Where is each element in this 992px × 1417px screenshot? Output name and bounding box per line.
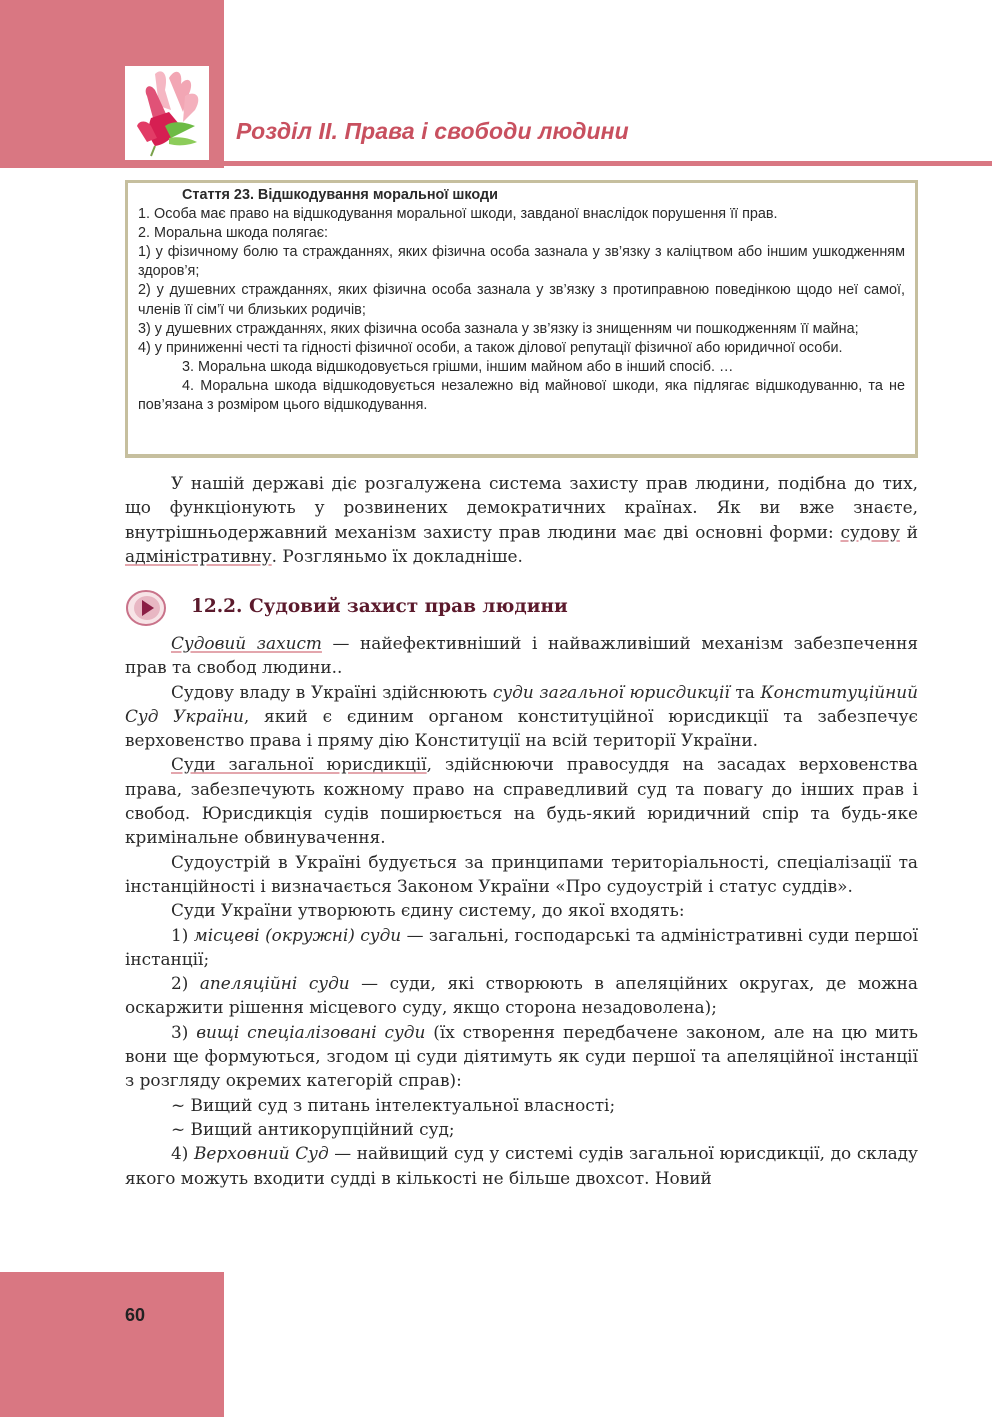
paragraph-text: — загальні, господарські та адміністративні суди першої інстанції; [125, 924, 918, 969]
list-item [125, 1020, 918, 1093]
side-color-block-bottom [0, 1272, 224, 1417]
paragraph-text: — найефективніший і найважливіший механізм забезпечення прав та свобод людини.. [125, 633, 918, 678]
bullet-text: Вищий антикорупційний суд; [190, 1118, 455, 1139]
hands-logo-icon [125, 66, 209, 160]
term-general-courts: Суди загальної юрисдикції [171, 754, 427, 775]
article-quote-box [125, 180, 918, 458]
article-line: 2. Моральна шкода полягає: [138, 225, 329, 242]
article-line: 3) у душевних стражданнях, яких фізична особа зазнала у зв’язку із знищенням чи пошкодженням її майна; [138, 320, 859, 337]
emphasis: апеляційні суди [199, 973, 350, 994]
paragraph [125, 680, 918, 753]
section-heading [125, 588, 918, 626]
article-point-3: 3. Моральна шкода відшкодовується грішми, іншим майном або в інший спосіб. … [182, 358, 734, 375]
article-title: Стаття 23. Відшкодування моральної шкоди [182, 187, 498, 203]
paragraph [125, 631, 918, 680]
paragraph-text: , здійснюючи правосуддя на засадах верховенства права, забезпечують кожному право на справедливий суд та повагу до інших прав і свобод. Юрисдикція судів поширюється на будь-який юридичний спір та будь-яке кримінальне обвинувачення. [125, 754, 918, 848]
list-number: 3) [171, 1021, 197, 1042]
tilde-bullet-icon: ~ [171, 1118, 186, 1139]
page-number: 60 [125, 1305, 146, 1325]
bullet-item [125, 1093, 918, 1117]
paragraph-text: Судову владу в Україні здійснюють [171, 681, 493, 702]
tilde-bullet-icon: ~ [171, 1094, 186, 1115]
article-line: 1) у фізичному болю та стражданнях, яких фізична особа зазнала у зв’язку з каліцтвом або іншим ушкодженням здоров’я; [138, 244, 905, 280]
header-divider [224, 161, 992, 166]
section-title: 12.2. Судовий захист прав людини [191, 596, 568, 617]
intro-text: У нашій державі діє розгалужена система захисту прав людини, подібна до тих, що функціонують у розвинених демократичних країнах. Як ви вже знаєте, внутрішньодержавний механізм захисту прав людини має дві основні форми: [125, 473, 918, 542]
bullet-item [125, 1117, 918, 1141]
list-number: 4) [171, 1143, 194, 1164]
article-line: 1. Особа має право на відшкодування моральної шкоди, завданої внаслідок порушення її прав. [138, 206, 778, 223]
emphasis: Верховний Суд [193, 1143, 329, 1164]
list-item [125, 923, 918, 972]
paragraph-text: (їх створення передбачене законом, але на цю мить вони ще формуються, згодом ці суди діятимуть як суди першої та апеляційної інстанції з розгляду окремих категорій справ): [125, 1021, 918, 1091]
term-administrative: адміністративну [125, 545, 272, 566]
hands-in-flower-logo [125, 66, 209, 160]
list-number: 2) [171, 973, 200, 994]
intro-text-end: . Розгляньмо їх докладніше. [271, 545, 523, 566]
term-judicial-protection: Судовий захист [171, 633, 322, 653]
emphasis: Конституційний Суд України [125, 681, 918, 726]
paragraph: Суди України утворюють єдину систему, до якої входять: [171, 900, 685, 921]
paragraph [125, 752, 918, 849]
article-line: 2) у душевних стражданнях, яких фізична особа зазнала у зв’язку з протиправною поведінкою щодо неї самої, членів її сім’ї чи близьких родичів; [138, 282, 905, 318]
chapter-title: Розділ ІІ. Права і свободи людини [236, 118, 629, 144]
intro-joiner: й [899, 521, 918, 542]
paragraph-text: — найвищий суд у системі судів загальної юрисдикції, до складу якого можуть входити судді в кількості не більше двохсот. Новий [125, 1143, 918, 1188]
emphasis: вищі спеціалізовані суди [196, 1021, 426, 1042]
article-line: 4) у приниженні честі та гідності фізичної особи, а також ділової репутації фізичної або юридичної особи. [138, 339, 843, 356]
list-item [125, 971, 918, 1020]
term-judicial: судову [840, 521, 900, 542]
bullet-text: Вищий суд з питань інтелектуальної власності; [190, 1094, 616, 1115]
emphasis: місцеві (окружні) суди [193, 924, 402, 945]
emphasis: суди загальної юрисдикції [492, 681, 730, 702]
paragraph-text: , який є єдиним органом конституційної юрисдикції та забезпечує верховенство права і пряму дію Конституції на всій території України. [125, 705, 918, 751]
list-number: 1) [171, 924, 194, 945]
article-point-4: 4. Моральна шкода відшкодовується незалежно від майнової шкоди, яка підлягає відшкодуванню, та не пов’язана з розміром цього відшкодування. [138, 377, 905, 414]
play-arrow-icon [125, 588, 167, 628]
list-item [125, 1141, 918, 1190]
intro-paragraph [125, 471, 918, 568]
paragraph-text: та [729, 681, 761, 702]
main-body [125, 631, 918, 1190]
paragraph: Судоустрій в Україні будується за принципами територіальності, спеціалізації та інстанційності і визначається Законом України «Про судоустрій і статус суддів». [125, 851, 918, 896]
paragraph-text: — суди, які створюють в апеляційних округах, де можна оскаржити рішення місцевого суду, якщо сторона незадоволена); [125, 973, 918, 1018]
